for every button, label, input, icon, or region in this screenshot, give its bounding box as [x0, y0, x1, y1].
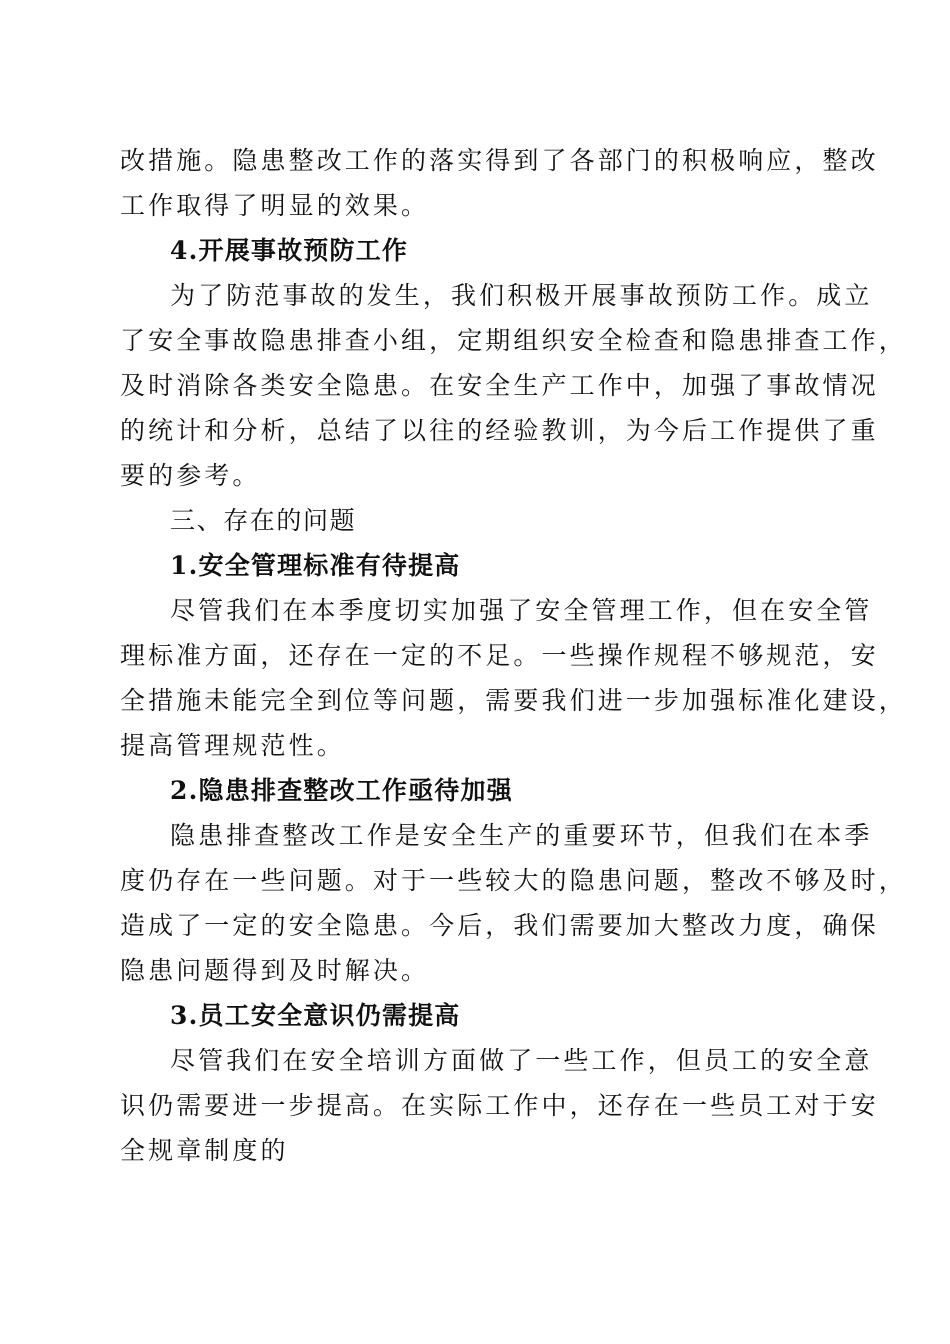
body-text-line: 工作取得了明显的效果。: [120, 191, 430, 220]
body-text-line: 及时消除各类安全隐患。在安全生产工作中，加强了事故情况: [120, 371, 879, 400]
body-text-line: 识仍需要进一步提高。在实际工作中，还存在一些员工对于安: [120, 1091, 879, 1120]
body-text-line: 尽管我们在安全培训方面做了一些工作，但员工的安全意: [170, 1046, 873, 1075]
body-text-line: 了安全事故隐患排查小组，定期组织安全检查和隐患排查工作，: [120, 326, 907, 355]
subheading-3-3: 3.员工安全意识仍需提高: [170, 1001, 461, 1030]
body-text-line: 造成了一定的安全隐患。今后，我们需要加大整改力度，确保: [120, 911, 879, 940]
body-text-line: 全规章制度的: [120, 1136, 289, 1165]
body-text-line: 尽管我们在本季度切实加强了安全管理工作，但在安全管: [170, 596, 873, 625]
subheading-4: 4.开展事故预防工作: [170, 236, 409, 265]
body-text-line: 的统计和分析，总结了以往的经验教训，为今后工作提供了重: [120, 416, 879, 445]
body-text-line: 提高管理规范性。: [120, 731, 345, 760]
body-text-line: 隐患排查整改工作是安全生产的重要环节，但我们在本季: [170, 821, 873, 850]
body-text-line: 隐患问题得到及时解决。: [120, 956, 430, 985]
subheading-3-1: 1.安全管理标准有待提高: [170, 551, 461, 580]
subheading-3-2: 2.隐患排查整改工作亟待加强: [170, 776, 513, 805]
body-text-line: 度仍存在一些问题。对于一些较大的隐患问题，整改不够及时，: [120, 866, 907, 895]
body-text-line: 理标准方面，还存在一定的不足。一些操作规程不够规范，安: [120, 641, 879, 670]
section-heading-3: 三、存在的问题: [170, 506, 357, 535]
body-text-line: 改措施。隐患整改工作的落实得到了各部门的积极响应，整改: [120, 146, 879, 175]
body-text-line: 为了防范事故的发生，我们积极开展事故预防工作。成立: [170, 281, 873, 310]
body-text-line: 要的参考。: [120, 461, 261, 490]
body-text-line: 全措施未能完全到位等问题，需要我们进一步加强标准化建设，: [120, 686, 907, 715]
